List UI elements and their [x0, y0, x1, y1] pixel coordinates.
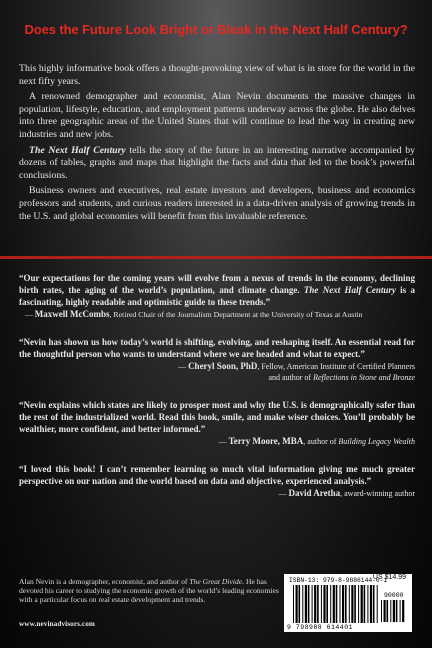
barcode-bar [345, 585, 347, 623]
website-link[interactable]: www.nevinadvisors.com [19, 620, 95, 628]
barcode-bar [364, 585, 366, 623]
endorser-role: , Fellow, American Institute of Certified Planners [257, 362, 415, 371]
barcode-bar [342, 585, 344, 623]
endorser-name: Terry Moore, MBA [228, 436, 304, 446]
red-divider [0, 256, 432, 259]
endorsement-2 [19, 336, 415, 383]
book-description [19, 63, 415, 223]
endorser-role: , author of [303, 437, 339, 446]
attribution-dash: — [25, 310, 35, 319]
endorsement-4 [19, 463, 415, 499]
barcode-bar [314, 585, 316, 623]
barcode-bar [321, 585, 322, 623]
endorsement-text: “Nevin explains which states are likely to prosper most and why the U.S. is demographically safer than the rest of the industrialized world. Read this book, smile, and make wiser choices. You’ll probably be wealthier, more confident, and better informed.” [19, 400, 415, 434]
barcode-bar [358, 585, 359, 623]
endorsement-3 [19, 399, 415, 447]
endorsement-text-b: is a fascinating, highly readable and optimistic guide to these trends.” [19, 285, 415, 307]
headline: Does the Future Look Bright or Bleak in the Next Half Century? [24, 22, 408, 37]
barcode-panel [284, 574, 412, 632]
barcode-bar [296, 585, 298, 623]
endorser-role: , award-winning author [340, 489, 415, 498]
barcode-bar [312, 585, 313, 623]
barcode-bar [384, 600, 386, 622]
barcode-bar [351, 585, 353, 623]
endorsement-text-a: “Our expectations for the coming years will evolve from a nexus of trends in the economy, declining birth rates, the aging of the world’s population, and climate change. [19, 273, 415, 295]
endorsement-attribution [19, 361, 415, 383]
barcode-bar [373, 585, 375, 623]
price-text: US $14.99 [372, 574, 406, 581]
barcode-bar [354, 585, 356, 623]
author-bio [19, 578, 281, 605]
endorsement-text: “I loved this book! I can’t remember learning so much vital information giving me much greater perspective on our nation and the world based on data and objective, experienced analysis.” [19, 464, 415, 486]
description-paragraph-4: Business owners and executives, real estate investors and developers, business and economics professors and students, and curious readers interested in a data-driven analysis of growing trends in the U.S. and global economies will benefit from this invaluable reference. [19, 185, 415, 222]
attribution-dash: — [278, 489, 289, 498]
endorser-name: Cheryl Soon, PhD [188, 361, 258, 371]
endorser-book: Building Legacy Wealth [338, 437, 415, 446]
barcode-bar [377, 585, 378, 623]
barcode-bar [333, 585, 335, 623]
endorsement-text [19, 272, 415, 308]
addon-barcode-icon [381, 600, 407, 626]
endorser-role-2: and author of [268, 373, 314, 382]
barcode-bar [330, 585, 331, 623]
barcode-digits: 9 798988 614401 [287, 624, 354, 631]
endorser-book: Reflections in Stone and Bronze [313, 373, 415, 382]
endorser-name: Maxwell McCombs [34, 309, 110, 319]
barcode-bar [400, 600, 401, 622]
barcode-bar [402, 600, 404, 622]
description-paragraph-1: This highly informative book offers a thought-provoking view of what is in store for the world in the next fifty years. [19, 63, 415, 87]
price-addon-digits: 90000 [384, 592, 404, 599]
endorser-role: , Retired Chair of the Journalism Department at the University of Texas at Austin [109, 310, 363, 319]
barcode-bar [390, 600, 391, 622]
endorsement-attribution [19, 488, 415, 499]
description-paragraph-2: A renowned demographer and economist, Alan Nevin documents the massive changes in population, lifestyle, education, and employment patterns underway across the globe. He also delves into three geographic areas of the United States that will continue to lead the way in creating new industries and new jobs. [19, 91, 415, 140]
endorser-name: David Aretha [288, 488, 341, 498]
barcode-bar [393, 600, 395, 622]
barcode-icon [293, 585, 379, 625]
bio-book-title: The Great Divide [189, 577, 243, 586]
endorsement-text: “Nevin has shown us how today’s world is shifting, evolving, and reshaping itself. An essential read for the thoughtful person who wants to understand where we are headed and what to expect.” [19, 337, 415, 359]
bio-text-b: . He has devoted his career to studying the economic growth of the world’s leading economies with a particular focus on real estate development and trends. [19, 577, 279, 604]
barcode-bar [305, 585, 307, 623]
endorsement-attribution [19, 436, 415, 447]
book-title: The Next Half Century [29, 144, 126, 156]
barcode-bar [308, 585, 310, 623]
barcode-bar [293, 585, 294, 623]
description-paragraph-3-text: tells the story of the future in an interesting narrative accompanied by dozens of tables, graphs and maps that highlight the facts and data that led to the book’s powerful conclusions. [19, 144, 415, 181]
barcode-bar [396, 600, 398, 622]
attribution-dash: — [218, 437, 229, 446]
barcode-bar [323, 585, 325, 623]
barcode-bar [367, 585, 368, 623]
barcode-bar [370, 585, 372, 623]
description-paragraph-3 [19, 145, 415, 183]
bio-text-a: Alan Nevin is a demographer, economist, and author of [19, 577, 190, 586]
barcode-bar [317, 585, 319, 623]
barcode-bar [340, 585, 341, 623]
endorsement-1 [19, 272, 415, 320]
barcode-bar [361, 585, 363, 623]
attribution-dash: — [178, 362, 189, 371]
endorsement-attribution [19, 309, 415, 320]
barcode-bar [381, 600, 382, 622]
barcode-bar [336, 585, 338, 623]
barcode-bar [299, 585, 301, 623]
barcode-bar [349, 585, 350, 623]
endorsement-book-title: The Next Half Century [303, 285, 396, 295]
barcode-bar [387, 600, 389, 622]
endorsements [19, 272, 415, 515]
barcode-bar [326, 585, 328, 623]
barcode-bar [302, 585, 303, 623]
isbn-text: ISBN-13: 979-8-9886144-0-1 [289, 577, 388, 584]
